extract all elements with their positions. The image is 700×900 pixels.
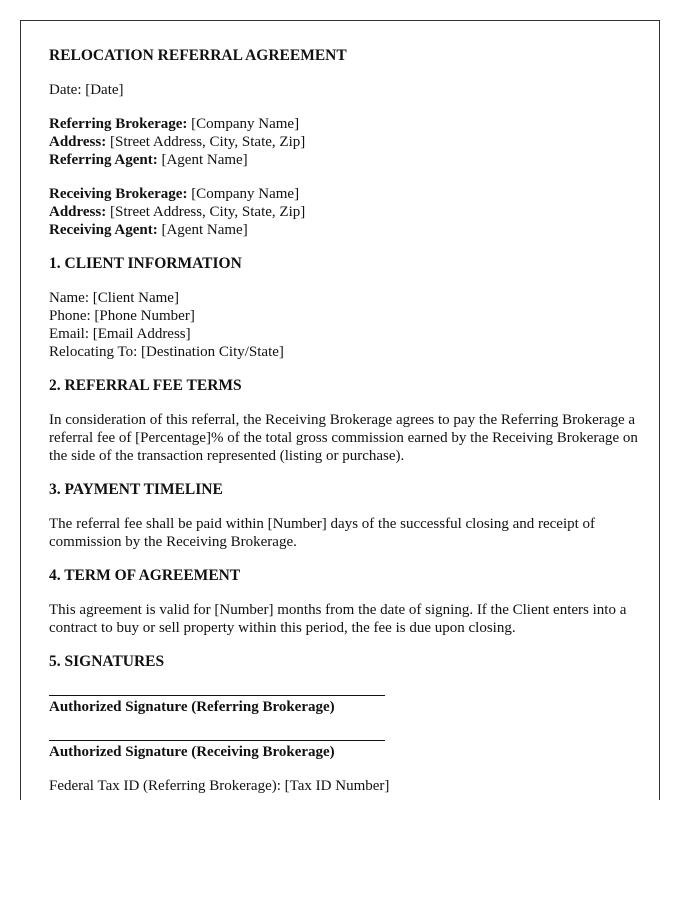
receiving-brokerage-value: [Company Name] <box>187 186 300 202</box>
referring-address-value: [Street Address, City, State, Zip] <box>106 134 306 150</box>
client-information-block <box>49 289 641 361</box>
client-name-line: Name: [Client Name] <box>49 290 179 306</box>
signature-caption-referring: Authorized Signature (Referring Brokerage) <box>49 699 335 715</box>
client-relocating-line: Relocating To: [Destination City/State] <box>49 344 284 360</box>
document-page <box>20 20 660 800</box>
date-line: Date: [Date] <box>49 82 124 98</box>
referring-party-block <box>49 115 641 169</box>
section-heading-client-information: 1. CLIENT INFORMATION <box>49 255 242 272</box>
section-heading-signatures: 5. SIGNATURES <box>49 653 165 670</box>
document-content <box>49 47 641 800</box>
receiving-party-block <box>49 185 641 239</box>
receiving-brokerage-label: Receiving Brokerage: <box>49 186 188 202</box>
referring-agent-label: Referring Agent: <box>49 152 158 168</box>
receiving-address-value: [Street Address, City, State, Zip] <box>106 204 306 220</box>
receiving-brokerage-line <box>49 185 641 203</box>
referral-fee-terms-paragraph: In consideration of this referral, the Receiving Brokerage agrees to pay the Referring Brokerage a referral fee of [Percentage]% of the total gross commission earned by the Receiving Brokerage on the side of the transaction represented (listing or purchase). <box>49 412 638 464</box>
referring-brokerage-line <box>49 115 641 133</box>
signature-block-receiving <box>49 740 641 761</box>
payment-timeline-paragraph: The referral fee shall be paid within [Number] days of the successful closing and receipt of commission by the Receiving Brokerage. <box>49 516 596 550</box>
section-heading-payment-timeline: 3. PAYMENT TIMELINE <box>49 481 223 498</box>
receiving-address-label: Address: <box>49 204 107 220</box>
section-heading-term-of-agreement: 4. TERM OF AGREEMENT <box>49 567 241 584</box>
signature-line-receiving[interactable] <box>49 740 385 741</box>
receiving-agent-line <box>49 221 641 239</box>
signature-caption-receiving: Authorized Signature (Receiving Brokerage) <box>49 744 335 760</box>
referring-agent-value: [Agent Name] <box>157 152 248 168</box>
referring-brokerage-value: [Company Name] <box>187 116 300 132</box>
client-phone-line: Phone: [Phone Number] <box>49 308 195 324</box>
referring-address-line <box>49 133 641 151</box>
signature-block-referring <box>49 695 641 716</box>
document-title: RELOCATION REFERRAL AGREEMENT <box>49 47 347 64</box>
section-heading-referral-fee-terms: 2. REFERRAL FEE TERMS <box>49 377 242 394</box>
referring-brokerage-label: Referring Brokerage: <box>49 116 188 132</box>
tax-id-line: Federal Tax ID (Referring Brokerage): [Tax ID Number] <box>49 778 390 794</box>
term-of-agreement-paragraph: This agreement is valid for [Number] months from the date of signing. If the Client enters into a contract to buy or sell property within this period, the fee is due upon closing. <box>49 602 627 636</box>
referring-agent-line <box>49 151 641 169</box>
signature-line-referring[interactable] <box>49 695 385 696</box>
referring-address-label: Address: <box>49 134 107 150</box>
client-email-line: Email: [Email Address] <box>49 326 191 342</box>
receiving-address-line <box>49 203 641 221</box>
receiving-agent-label: Receiving Agent: <box>49 222 158 238</box>
receiving-agent-value: [Agent Name] <box>157 222 248 238</box>
